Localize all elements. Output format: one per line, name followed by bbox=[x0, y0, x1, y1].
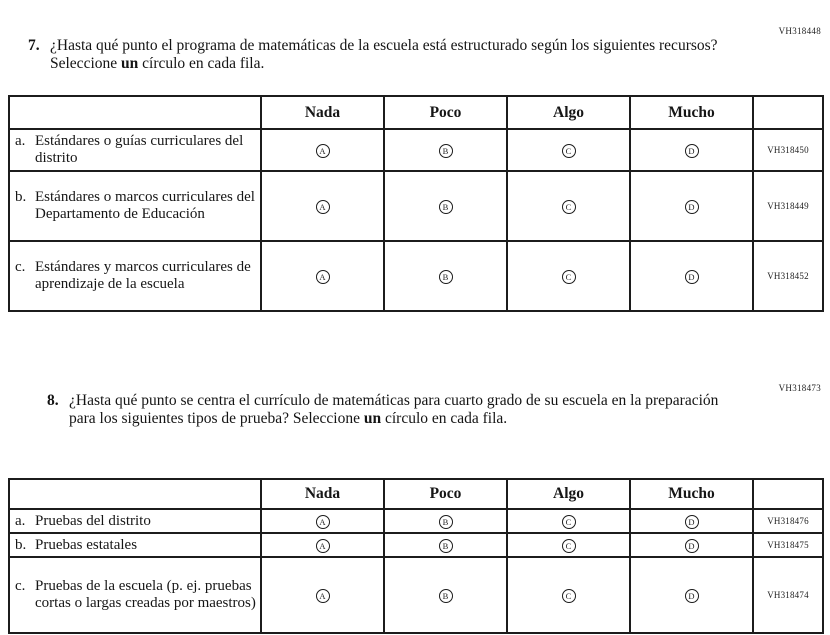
row-code: VH318474 bbox=[753, 557, 823, 633]
question-8-form-code: VH318473 bbox=[778, 383, 821, 393]
option-cell-mucho bbox=[630, 557, 753, 633]
header-nada: Nada bbox=[261, 96, 384, 129]
header-empty-code bbox=[753, 479, 823, 509]
radio-option-c[interactable]: C bbox=[562, 270, 576, 284]
option-cell-mucho bbox=[630, 129, 753, 171]
option-cell-nada bbox=[261, 533, 384, 557]
question-8 bbox=[47, 392, 729, 428]
option-cell-algo bbox=[507, 557, 630, 633]
option-cell-algo bbox=[507, 509, 630, 533]
option-cell-nada bbox=[261, 557, 384, 633]
row-code: VH318450 bbox=[753, 129, 823, 171]
radio-option-d[interactable]: D bbox=[685, 270, 699, 284]
row-letter: a. bbox=[15, 133, 26, 149]
header-algo: Algo bbox=[507, 96, 630, 129]
option-cell-algo bbox=[507, 533, 630, 557]
radio-option-d[interactable]: D bbox=[685, 200, 699, 214]
radio-option-b[interactable]: B bbox=[439, 589, 453, 603]
row-label-cell bbox=[9, 171, 261, 241]
radio-option-c[interactable]: C bbox=[562, 200, 576, 214]
option-cell-poco bbox=[384, 509, 507, 533]
row-label-cell bbox=[9, 533, 261, 557]
radio-option-c[interactable]: C bbox=[562, 144, 576, 158]
row-letter: a. bbox=[15, 512, 26, 529]
table-row bbox=[9, 171, 823, 241]
header-algo: Algo bbox=[507, 479, 630, 509]
row-label: Pruebas estatales bbox=[35, 536, 138, 553]
row-letter: c. bbox=[15, 259, 26, 275]
header-poco: Poco bbox=[384, 479, 507, 509]
question-7-text-after: círculo en cada fila. bbox=[138, 55, 265, 72]
header-mucho: Mucho bbox=[630, 96, 753, 129]
row-label-cell bbox=[9, 241, 261, 311]
radio-option-b[interactable]: B bbox=[439, 144, 453, 158]
radio-option-b[interactable]: B bbox=[439, 515, 453, 529]
question-8-number: 8. bbox=[47, 392, 59, 409]
option-cell-algo bbox=[507, 171, 630, 241]
row-letter: b. bbox=[15, 536, 27, 553]
radio-option-c[interactable]: C bbox=[562, 515, 576, 529]
row-label: Pruebas de la escuela (p. ej. pruebas cortas o largas creadas por maestros) bbox=[35, 578, 256, 611]
header-empty-code bbox=[753, 96, 823, 129]
question-7 bbox=[28, 37, 718, 73]
table-row bbox=[9, 557, 823, 633]
radio-option-b[interactable]: B bbox=[439, 200, 453, 214]
option-cell-nada bbox=[261, 129, 384, 171]
radio-option-a[interactable]: A bbox=[316, 144, 330, 158]
option-cell-mucho bbox=[630, 509, 753, 533]
header-poco: Poco bbox=[384, 96, 507, 129]
table-row bbox=[9, 129, 823, 171]
row-label: Estándares y marcos curriculares de aprendizaje de la escuela bbox=[35, 259, 251, 292]
row-label-cell bbox=[9, 557, 261, 633]
question-7-text bbox=[50, 37, 718, 73]
radio-option-d[interactable]: D bbox=[685, 589, 699, 603]
table-header-row bbox=[9, 479, 823, 509]
radio-option-d[interactable]: D bbox=[685, 515, 699, 529]
header-mucho: Mucho bbox=[630, 479, 753, 509]
option-cell-nada bbox=[261, 241, 384, 311]
radio-option-c[interactable]: C bbox=[562, 539, 576, 553]
question-8-text-before: ¿Hasta qué punto se centra el currículo de matemáticas para cuarto grado de su escuela en la preparación para los siguientes tipos de prueba? Seleccione bbox=[69, 392, 719, 427]
radio-option-a[interactable]: A bbox=[316, 200, 330, 214]
table-row bbox=[9, 509, 823, 533]
row-letter: b. bbox=[15, 189, 27, 205]
table-row bbox=[9, 241, 823, 311]
option-cell-mucho bbox=[630, 241, 753, 311]
radio-option-d[interactable]: D bbox=[685, 539, 699, 553]
question-7-emphasis: un bbox=[121, 55, 139, 72]
header-empty-label bbox=[9, 96, 261, 129]
question-7-form-code: VH318448 bbox=[778, 26, 821, 36]
radio-option-a[interactable]: A bbox=[316, 515, 330, 529]
question-7-table bbox=[8, 95, 824, 312]
question-8-table bbox=[8, 478, 824, 634]
question-7-number: 7. bbox=[28, 37, 40, 54]
table-row bbox=[9, 533, 823, 557]
row-letter: c. bbox=[15, 578, 26, 594]
header-empty-label bbox=[9, 479, 261, 509]
radio-option-b[interactable]: B bbox=[439, 539, 453, 553]
table-header-row bbox=[9, 96, 823, 129]
question-8-text-after: círculo en cada fila. bbox=[381, 410, 508, 427]
option-cell-poco bbox=[384, 241, 507, 311]
option-cell-mucho bbox=[630, 171, 753, 241]
row-code: VH318476 bbox=[753, 509, 823, 533]
row-code: VH318475 bbox=[753, 533, 823, 557]
option-cell-poco bbox=[384, 533, 507, 557]
radio-option-c[interactable]: C bbox=[562, 589, 576, 603]
row-label-cell bbox=[9, 509, 261, 533]
option-cell-poco bbox=[384, 557, 507, 633]
option-cell-mucho bbox=[630, 533, 753, 557]
option-cell-nada bbox=[261, 509, 384, 533]
radio-option-a[interactable]: A bbox=[316, 270, 330, 284]
radio-option-b[interactable]: B bbox=[439, 270, 453, 284]
row-label-cell bbox=[9, 129, 261, 171]
header-nada: Nada bbox=[261, 479, 384, 509]
radio-option-a[interactable]: A bbox=[316, 589, 330, 603]
option-cell-nada bbox=[261, 171, 384, 241]
option-cell-algo bbox=[507, 241, 630, 311]
row-code: VH318452 bbox=[753, 241, 823, 311]
radio-option-d[interactable]: D bbox=[685, 144, 699, 158]
question-8-emphasis: un bbox=[363, 410, 382, 427]
row-label: Estándares o marcos curriculares del Departamento de Educación bbox=[35, 189, 255, 222]
option-cell-poco bbox=[384, 171, 507, 241]
option-cell-poco bbox=[384, 129, 507, 171]
row-label: Estándares o guías curriculares del distrito bbox=[35, 133, 244, 166]
radio-option-a[interactable]: A bbox=[316, 539, 330, 553]
question-8-text bbox=[69, 392, 729, 428]
question-7-text-before: ¿Hasta qué punto el programa de matemáticas de la escuela está estructurado según los siguientes recursos? Seleccione bbox=[50, 37, 718, 72]
row-code: VH318449 bbox=[753, 171, 823, 241]
option-cell-algo bbox=[507, 129, 630, 171]
row-label: Pruebas del distrito bbox=[35, 512, 151, 529]
